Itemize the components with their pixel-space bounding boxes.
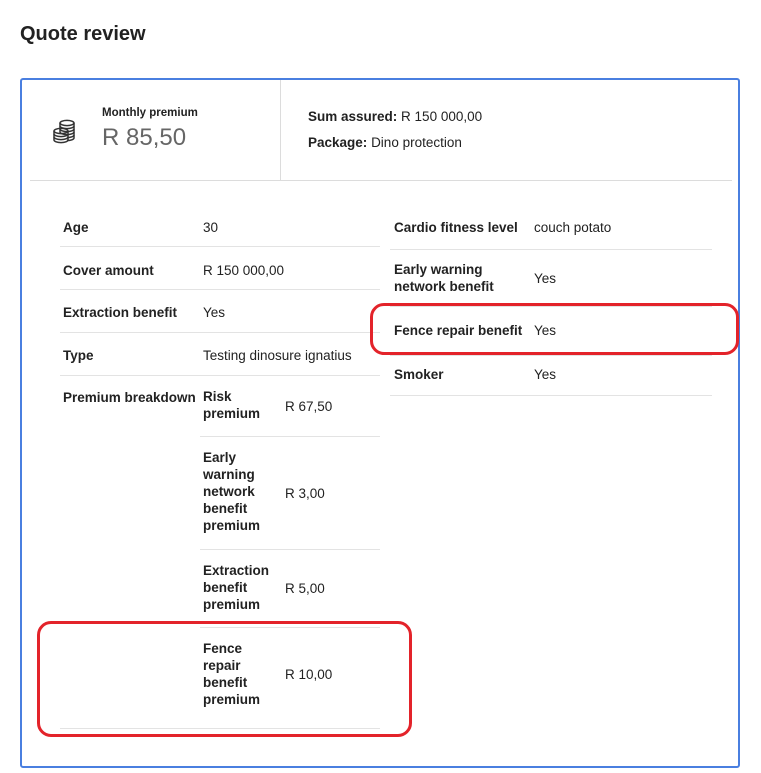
breakdown-row-extraction	[200, 550, 380, 628]
breakdown-value: R 67,50	[285, 399, 333, 414]
table-row-cardio-fitness	[390, 204, 712, 250]
row-label: Smoker	[394, 367, 444, 382]
breakdown-row-fence-repair	[60, 628, 380, 729]
sum-assured-label: Sum assured:	[308, 109, 398, 124]
monthly-premium-label: Monthly premium	[102, 107, 198, 119]
breakdown-value: R 3,00	[285, 486, 325, 501]
page-title: Quote review	[20, 23, 146, 45]
monthly-premium-value: R 85,50	[102, 124, 187, 151]
breakdown-value: R 10,00	[285, 667, 333, 682]
row-value: 30	[203, 220, 219, 235]
package-value: Dino protection	[371, 135, 462, 150]
row-value: Yes	[534, 367, 557, 382]
row-label: Type	[63, 348, 94, 363]
sum-assured-value: R 150 000,00	[401, 109, 483, 124]
breakdown-label: Early warning network benefit premium	[203, 450, 261, 533]
row-value: Yes	[203, 305, 226, 320]
row-label: Age	[63, 220, 89, 235]
breakdown-row-early-warning	[200, 437, 380, 550]
coins-stack-icon	[52, 118, 78, 144]
breakdown-row-risk-premium	[200, 376, 380, 437]
quote-card	[20, 78, 740, 768]
premium-breakdown-label: Premium breakdown	[63, 390, 196, 405]
row-value: Testing dinosure ignatius	[203, 348, 352, 363]
row-label: Cover amount	[63, 263, 154, 278]
breakdown-label: Extraction benefit premium	[203, 563, 270, 612]
table-row-smoker	[390, 356, 712, 396]
table-row-type	[60, 333, 380, 376]
row-value: R 150 000,00	[203, 263, 285, 278]
row-value: Yes	[534, 323, 557, 338]
row-label: Early warning network benefit	[394, 262, 494, 294]
quote-summary	[30, 80, 732, 181]
summary-divider	[280, 80, 281, 180]
row-label: Cardio fitness level	[394, 220, 518, 235]
row-value: Yes	[534, 271, 557, 286]
table-row-early-warning	[390, 250, 712, 307]
table-row-cover-amount	[60, 247, 380, 290]
package-line	[308, 135, 462, 150]
table-row-extraction-benefit	[60, 290, 380, 333]
breakdown-label: Risk premium	[203, 389, 261, 421]
row-label: Fence repair benefit	[394, 323, 523, 338]
table-row-fence-repair	[390, 307, 712, 356]
breakdown-value: R 5,00	[285, 581, 325, 596]
package-label: Package:	[308, 135, 368, 150]
row-label: Extraction benefit	[63, 305, 178, 320]
row-value: couch potato	[534, 220, 612, 235]
sum-assured-line	[308, 109, 482, 124]
table-row-age	[60, 204, 380, 247]
breakdown-label: Fence repair benefit premium	[203, 641, 261, 707]
